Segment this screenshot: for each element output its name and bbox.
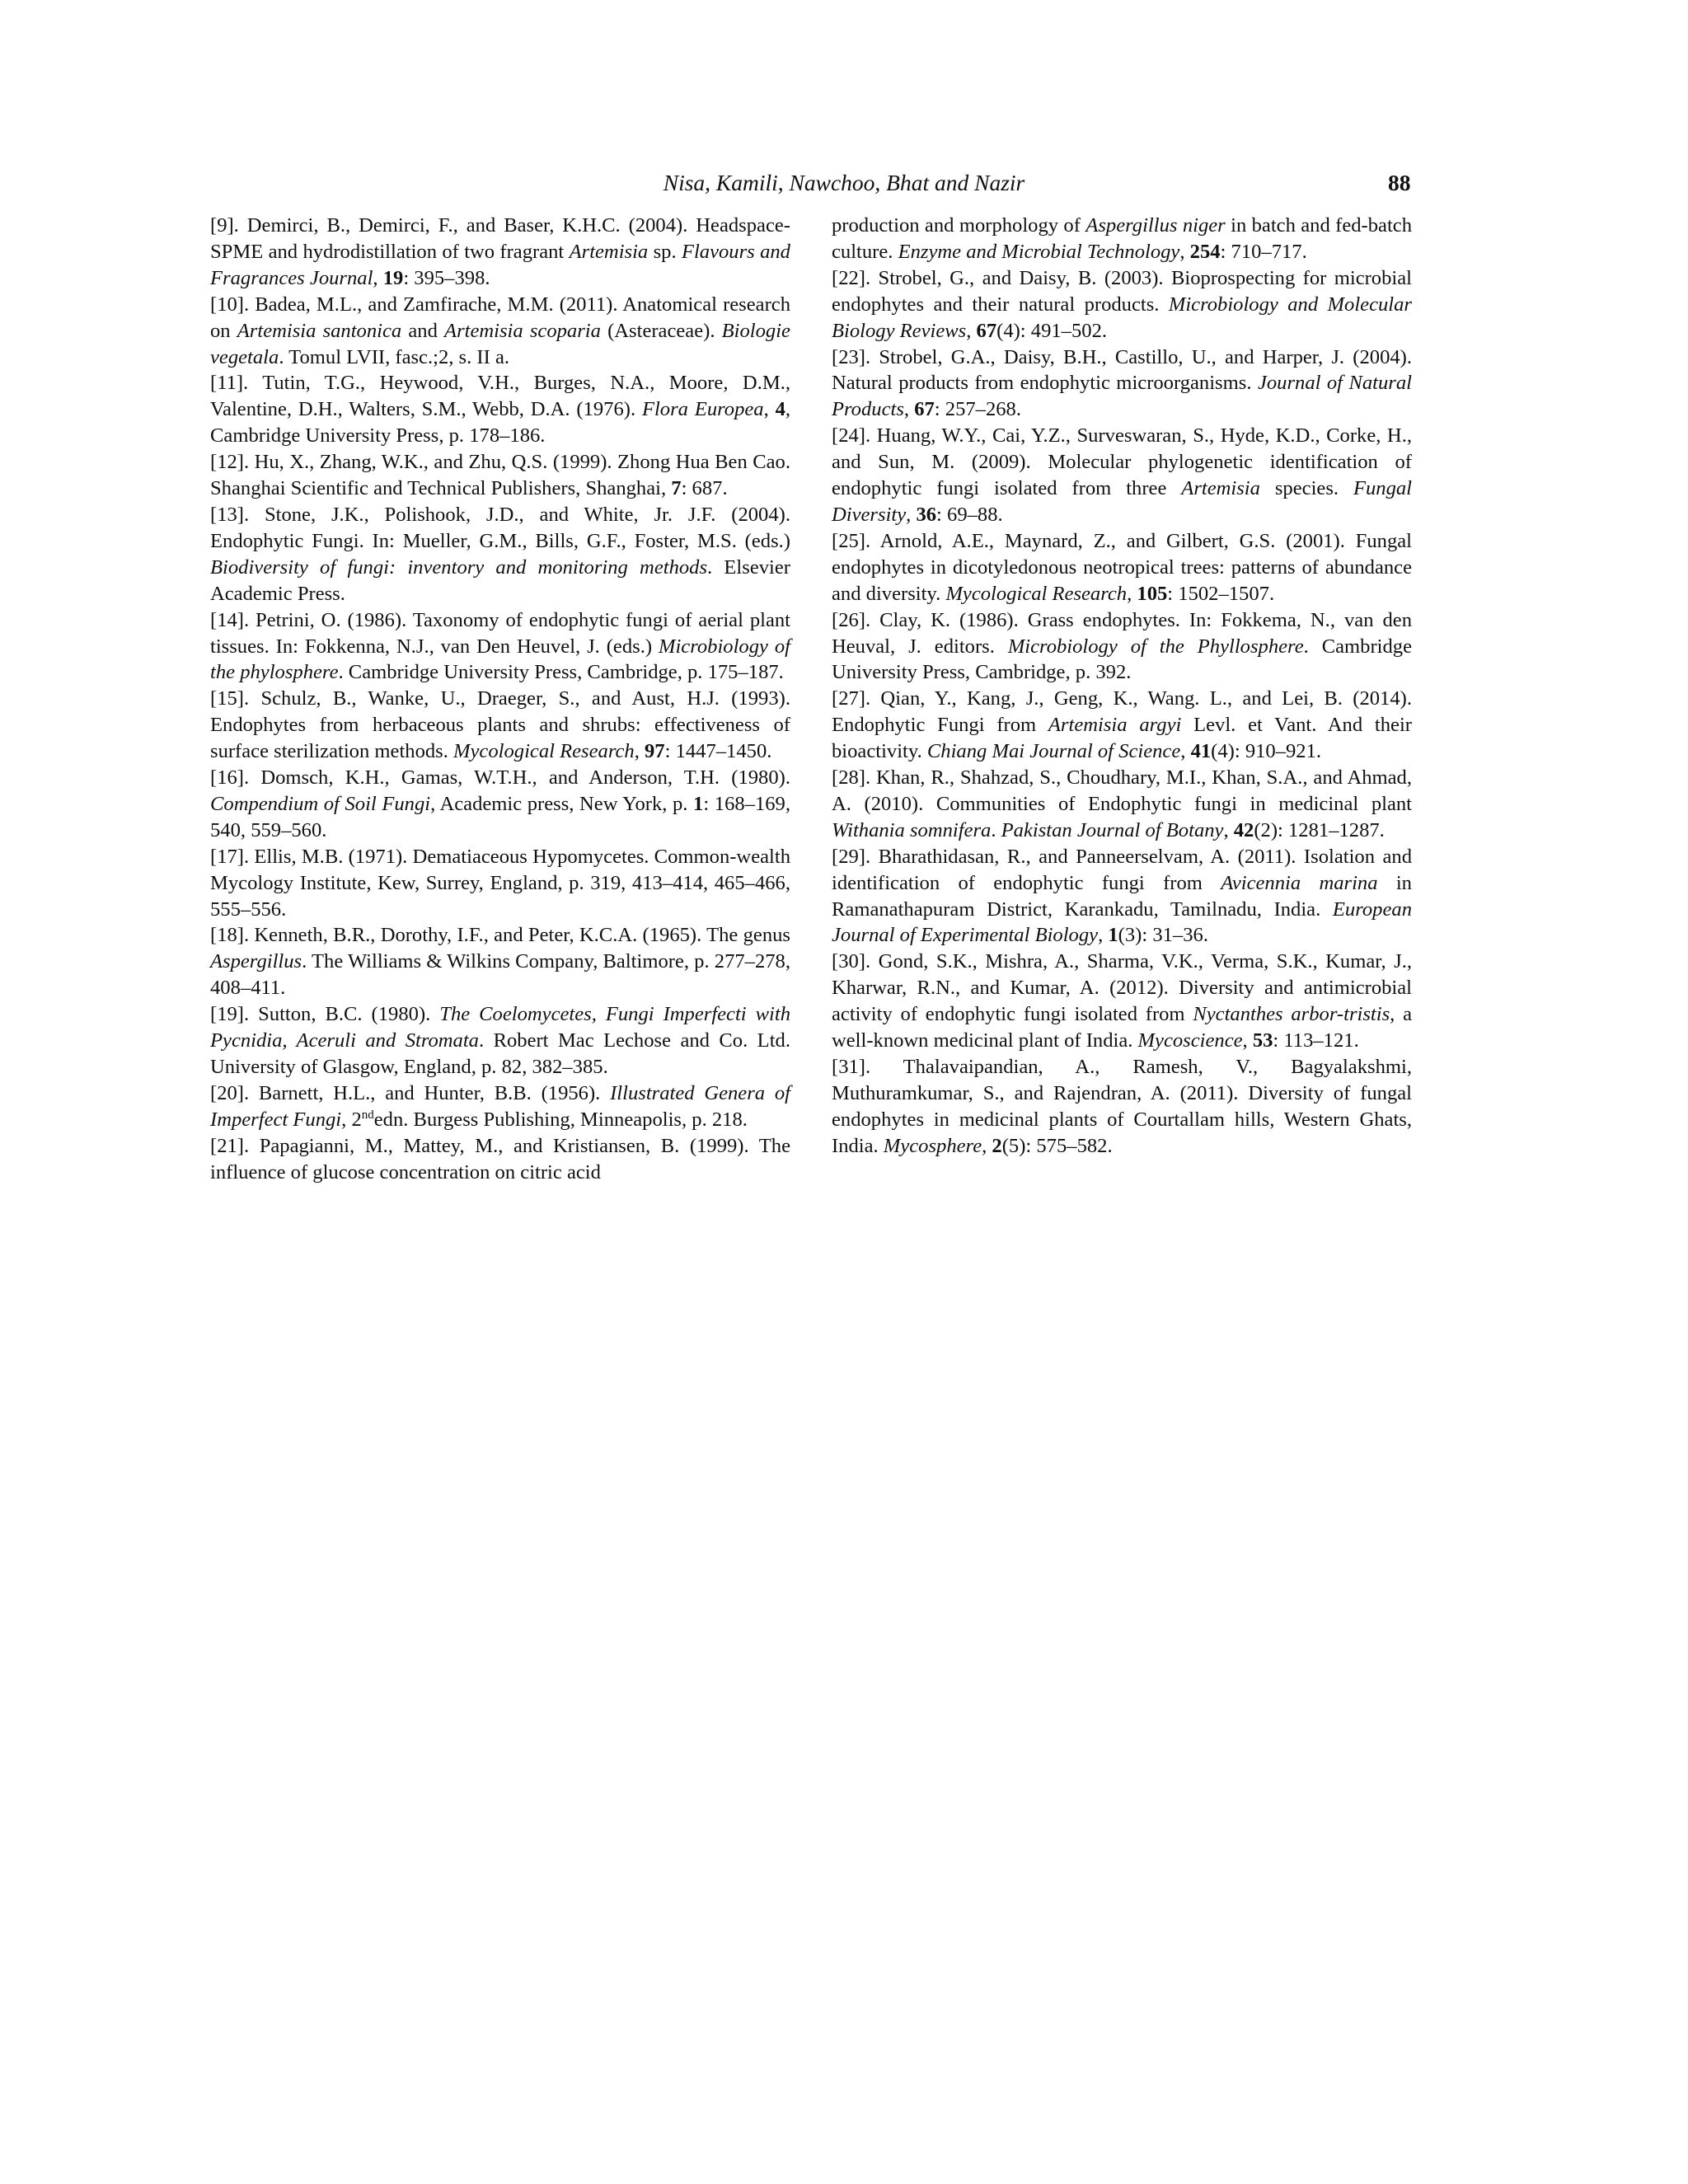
reference-31	[832, 1054, 1412, 1160]
reference-text: [9]. Demirci, B., Demirci, F., and Baser, K.H.C. (2004). Headspace-SPME and hydrodistillation of two fragrant	[210, 214, 790, 263]
reference-text: , Cambridge University Press, p. 178–186.	[210, 398, 791, 448]
reference-text: ,	[906, 503, 917, 526]
reference-text: ,	[373, 266, 383, 289]
reference-text: The Coelomycetes, Fungi Imperfecti with Pycnidia, Aceruli and Stromata	[210, 1003, 790, 1052]
reference-text: : 687.	[681, 477, 728, 500]
reference-text: European Journal of Experimental Biology	[832, 898, 1412, 947]
reference-text: Pakistan Journal of Botany	[1001, 818, 1224, 841]
reference-text: [19]. Sutton, B.C. (1980).	[210, 1003, 440, 1026]
reference-text: ,	[634, 740, 645, 763]
reference-text: [12]. Hu, X., Zhang, W.K., and Zhu, Q.S. (1999). Zhong Hua Ben Cao. Shanghai Scientific and Technical Publishers, Shanghai,	[210, 451, 790, 500]
reference-text: 36	[916, 503, 937, 526]
reference-text: (2): 1281–1287.	[1254, 818, 1385, 841]
reference-text: 19	[382, 266, 404, 289]
reference-text: 105	[1137, 582, 1168, 605]
reference-text: 1	[693, 792, 704, 815]
reference-text: Biologie vegetala	[210, 319, 790, 368]
reference-text: 2	[992, 1134, 1002, 1157]
page-number: 88	[1388, 170, 1411, 195]
reference-text: Aspergillus niger	[1085, 214, 1226, 237]
reference-text: : 113–121.	[1273, 1029, 1359, 1052]
reference-text: . Cambridge University Press, Cambridge, p. 175–187.	[338, 661, 784, 684]
reference-12	[210, 449, 790, 502]
reference-26	[832, 607, 1412, 687]
reference-9	[210, 213, 790, 292]
reference-text: Mycological Research	[453, 740, 635, 763]
reference-text: and	[401, 319, 445, 342]
reference-text: [23]. Strobel, G.A., Daisy, B.H., Castillo, U., and Harper, J. (2004). Natural products from endophytic microorganisms.	[832, 345, 1412, 395]
reference-text: ,	[1223, 818, 1234, 841]
reference-text: ,	[1242, 1029, 1253, 1052]
reference-text: , 2	[341, 1108, 362, 1131]
reference-text: Flora Europea	[641, 398, 764, 421]
reference-10	[210, 292, 790, 371]
reference-text: Avicennia marina	[1221, 871, 1378, 894]
reference-13	[210, 502, 790, 607]
reference-18	[210, 922, 790, 1001]
reference-text: 1	[1108, 924, 1118, 947]
reference-16	[210, 765, 790, 844]
reference-text: Flavours and Fragrances Journal	[210, 240, 790, 289]
reference-text: sp.	[648, 240, 682, 263]
reference-text: [22]. Strobel, G., and Daisy, B. (2003). Bioprospecting for microbial endophytes and their natural products.	[832, 266, 1412, 316]
reference-text: [27]. Qian, Y., Kang, J., Geng, K., Wang. L., and Lei, B. (2014). Endophytic Fungi from	[832, 687, 1412, 737]
reference-text: [11]. Tutin, T.G., Heywood, V.H., Burges, N.A., Moore, D.M., Valentine, D.H., Walters, S.M., Webb, D.A. (1976).	[210, 372, 790, 421]
reference-19	[210, 1001, 790, 1080]
reference-text: Aspergillus	[210, 950, 302, 973]
reference-text: [13]. Stone, J.K., Polishook, J.D., and White, Jr. J.F. (2004). Endophytic Fungi. In: Mueller, G.M., Bills, G.F., Foster, M.S. (eds.)	[210, 503, 790, 552]
reference-text: [30]. Gond, S.K., Mishra, A., Sharma, V.K., Verma, S.K., Kumar, J., Kharwar, R.N., and Kumar, A. (2012). Diversity and antimicrobial activity of endophytic fungi isolated from	[832, 950, 1412, 1026]
running-head: Nisa, Kamili, Nawchoo, Bhat and Nazir	[663, 170, 1025, 195]
reference-text: [18]. Kenneth, B.R., Dorothy, I.F., and Peter, K.C.A. (1965). The genus	[210, 924, 790, 947]
reference-text: . Elsevier Academic Press.	[210, 555, 790, 605]
reference-20	[210, 1080, 790, 1133]
reference-text: (4): 491–502.	[996, 319, 1108, 342]
reference-11	[210, 370, 790, 449]
reference-text: [15]. Schulz, B., Wanke, U., Draeger, S., and Aust, H.J. (1993). Endophytes from herbaceous plants and shrubs: effectiveness of surface sterilization methods.	[210, 687, 790, 763]
reference-text: : 168–169, 540, 559–560.	[210, 792, 790, 841]
reference-30	[832, 949, 1412, 1054]
reference-text: (Asteraceae).	[600, 319, 722, 342]
reference-text: Microbiology of the phylosphere	[210, 635, 790, 684]
reference-text: Mycological Research	[945, 582, 1128, 605]
reference-text: Microbiology and Molecular Biology Reviews	[832, 293, 1413, 342]
reference-14	[210, 607, 790, 687]
reference-text: Fungal Diversity	[832, 477, 1413, 526]
reference-text: ,	[1098, 924, 1109, 947]
reference-text: nd	[361, 1108, 374, 1122]
reference-text: [25]. Arnold, A.E., Maynard, Z., and Gilbert, G.S. (2001). Fungal endophytes in dicotyledonous neotropical trees: patterns of abundance and diversity.	[832, 529, 1412, 605]
reference-text: . Tomul LVII, fasc.;2, s. II a.	[279, 345, 510, 368]
reference-text: [28]. Khan, R., Shahzad, S., Choudhary, M.I., Khan, S.A., and Ahmad, A. (2010). Communities of Endophytic fungi in medicinal plant	[832, 766, 1412, 815]
reference-text: Compendium of Soil Fungi	[210, 792, 431, 815]
reference-text: 67	[976, 319, 997, 342]
reference-text: (5): 575–582.	[1001, 1134, 1113, 1157]
references-right-column	[832, 213, 1412, 1160]
reference-text: : 1447–1450.	[664, 740, 772, 763]
reference-text: : 710–717.	[1220, 240, 1307, 263]
reference-text: [17]. Ellis, M.B. (1971). Dematiaceous Hypomycetes. Common-wealth Mycology Institute, Kew, Surrey, England, p. 319, 413–414, 465–466, 555–556.	[210, 845, 790, 921]
reference-text: Levl. et Vant. And their bioactivity.	[832, 714, 1412, 763]
reference-text: 4	[775, 398, 785, 421]
reference-text: Artemisia argyi	[1048, 714, 1182, 737]
reference-text: .	[991, 818, 1001, 841]
reference-text: 67	[914, 398, 935, 421]
reference-text: [21]. Papagianni, M., Mattey, M., and Kristiansen, B. (1999). The influence of glucose concentration on citric acid	[210, 1134, 790, 1183]
reference-text: ,	[903, 398, 915, 421]
references-left-column	[210, 213, 790, 1186]
reference-text: [16]. Domsch, K.H., Gamas, W.T.H., and Anderson, T.H. (1980).	[210, 766, 790, 790]
reference-text: ,	[966, 319, 977, 342]
reference-24	[832, 423, 1412, 528]
reference-text: Nyctanthes arbor-tristis	[1193, 1003, 1390, 1026]
reference-22	[832, 265, 1412, 344]
reference-text: ,	[982, 1134, 992, 1157]
reference-21-cont	[832, 213, 1412, 265]
reference-text: Artemisia	[569, 240, 649, 263]
reference-29	[832, 844, 1412, 949]
reference-21	[210, 1133, 790, 1186]
reference-text: : 1502–1507.	[1167, 582, 1275, 605]
reference-text: Artemisia santonica	[237, 319, 402, 342]
reference-text: in batch and fed-batch culture.	[832, 214, 1413, 263]
reference-text: Mycoscience	[1137, 1029, 1243, 1052]
reference-text: (4): 910–921.	[1211, 740, 1322, 763]
reference-text: ,	[1179, 240, 1190, 263]
reference-text: 97	[645, 740, 665, 763]
reference-text: production and morphology of	[832, 214, 1086, 237]
reference-text: in Ramanathapuram District, Karankadu, Tamilnadu, India.	[832, 871, 1412, 921]
reference-text: 7	[671, 477, 682, 500]
reference-text: Artemisia	[1181, 477, 1260, 500]
reference-text: [29]. Bharathidasan, R., and Panneerselvam, A. (2011). Isolation and identification of endophytic fungi from	[832, 845, 1412, 894]
page-header	[0, 166, 1688, 199]
reference-text: ,	[763, 398, 776, 421]
reference-text: Artemisia scoparia	[444, 319, 601, 342]
reference-text: [24]. Huang, W.Y., Cai, Y.Z., Surveswaran, S., Hyde, K.D., Corke, H., and Sun, M. (2009). Molecular phylogenetic identification of endophytic fungi isolated from three	[832, 424, 1412, 500]
reference-text: Chiang Mai Journal of Science	[926, 740, 1181, 763]
reference-text: Biodiversity of fungi: inventory and monitoring methods	[210, 555, 708, 579]
reference-15	[210, 686, 790, 765]
reference-23	[832, 344, 1412, 424]
reference-text: . Cambridge University Press, Cambridge, p. 392.	[832, 635, 1413, 684]
reference-text: 53	[1252, 1029, 1273, 1052]
reference-text: [14]. Petrini, O. (1986). Taxonomy of endophytic fungi of aerial plant tissues. In: Fokkenna, N.J., van Den Heuvel, J. (eds.)	[210, 608, 790, 658]
reference-text: [31]. Thalavaipandian, A., Ramesh, V., Bagyalakshmi, Muthuramkumar, S., and Rajendran, A. (2011). Diversity of fungal endophytes in medicinal plants of Courtallam hills, Western Ghats, India.	[832, 1056, 1412, 1157]
reference-text: : 69–88.	[936, 503, 1003, 526]
reference-text: species.	[1259, 477, 1353, 500]
reference-text: Microbiology of the Phyllosphere	[1007, 635, 1304, 658]
reference-28	[832, 765, 1412, 844]
reference-text: 41	[1190, 740, 1212, 763]
reference-25	[832, 528, 1412, 607]
reference-17	[210, 844, 790, 923]
reference-text: , a well-known medicinal plant of India.	[832, 1003, 1413, 1052]
reference-text: ,	[1180, 740, 1191, 763]
reference-text: edn. Burgess Publishing, Minneapolis, p. 218.	[373, 1108, 748, 1131]
reference-text: Journal of Natural Products	[832, 372, 1412, 421]
reference-text: , Academic press, New York, p.	[430, 792, 694, 815]
reference-text: Withania somnifera	[832, 818, 992, 841]
reference-text: 254	[1189, 240, 1221, 263]
reference-text: . The Williams & Wilkins Company, Baltimore, p. 277–278, 408–411.	[210, 950, 790, 1000]
reference-text: Mycosphere	[883, 1134, 982, 1157]
reference-text: [10]. Badea, M.L., and Zamfirache, M.M. (2011). Anatomical research on	[210, 293, 790, 342]
reference-text: [20]. Barnett, H.L., and Hunter, B.B. (1956).	[210, 1081, 611, 1104]
reference-text: Enzyme and Microbial Technology	[898, 240, 1180, 263]
reference-text: : 257–268.	[934, 398, 1022, 421]
reference-text: ,	[1127, 582, 1137, 605]
reference-text: : 395–398.	[403, 266, 490, 289]
reference-text: Illustrated Genera of Imperfect Fungi	[210, 1081, 790, 1131]
reference-text: 42	[1233, 818, 1254, 841]
reference-27	[832, 686, 1412, 765]
reference-text: . Robert Mac Lechose and Co. Ltd. University of Glasgow, England, p. 82, 382–385.	[210, 1029, 790, 1078]
reference-text: (3): 31–36.	[1118, 924, 1208, 947]
reference-text: [26]. Clay, K. (1986). Grass endophytes. In: Fokkema, N., van den Heuval, J. editors.	[832, 608, 1412, 658]
